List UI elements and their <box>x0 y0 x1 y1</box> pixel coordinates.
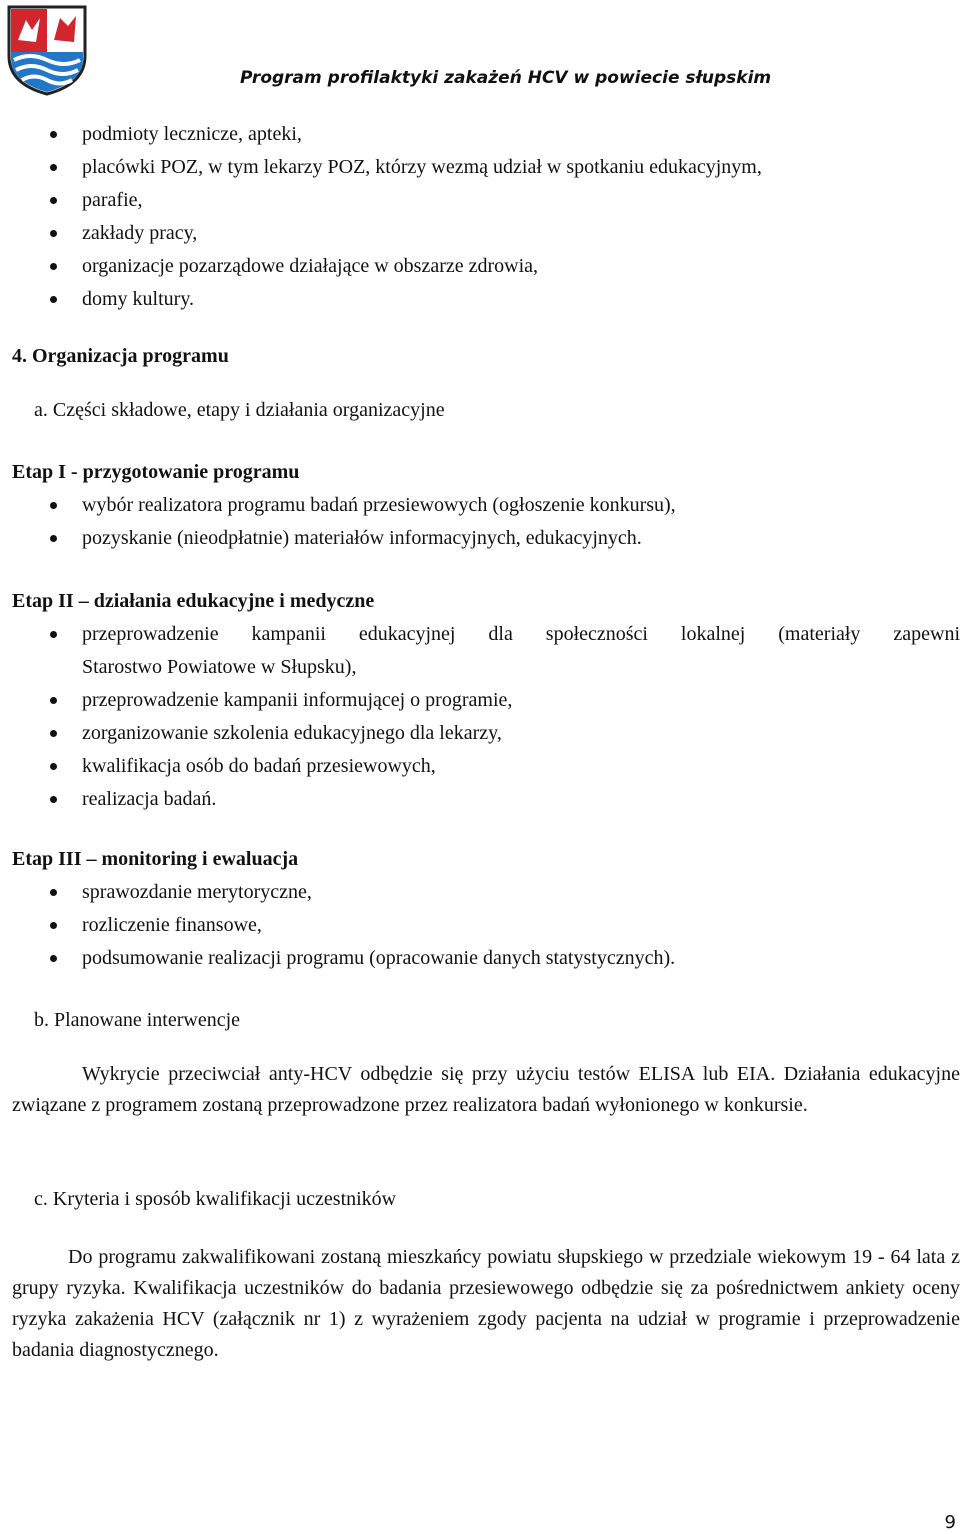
list-item: zakłady pracy, <box>12 217 960 250</box>
running-header-title: Program profilaktyki zakażeń HCV w powiecie słupskim <box>240 68 772 88</box>
list-item <box>12 618 960 684</box>
list-item: przeprowadzenie kampanii informującej o programie, <box>12 684 960 717</box>
bullet-list-etap2 <box>12 618 960 816</box>
bullet-list-etap1 <box>12 489 960 555</box>
subsection-heading-b: b. Planowane interwencje <box>34 1009 241 1031</box>
etap-heading: Etap I - przygotowanie programu <box>12 461 300 483</box>
subsection-heading-a: a. Części składowe, etapy i działania organizacyjne <box>34 399 445 421</box>
list-item: rozliczenie finansowe, <box>12 909 960 942</box>
list-item-line: przeprowadzenie kampanii edukacyjnej dla społeczności lokalnej (materiały zapewni <box>82 623 960 645</box>
subsection-heading-c: c. Kryteria i sposób kwalifikacji uczestników <box>34 1188 397 1210</box>
list-item: realizacja badań. <box>12 783 960 816</box>
list-item: kwalifikacja osób do badań przesiewowych, <box>12 750 960 783</box>
paragraph-qualification: Do programu zakwalifikowani zostaną mieszkańcy powiatu słupskiego w przedziale wiekowym 19 - 64 lata z grupy ryzyka. Kwalifikacja uczestników do badania przesiewowego odbędzie się za pośrednictwem ankiety oceny ryzyka zakażenia HCV (załącznik nr 1) z wyrażeniem zgody pacjenta na udział w programie i przeprowadzenie badania diagnostycznego. <box>12 1246 960 1361</box>
list-item: zorganizowanie szkolenia edukacyjnego dla lekarzy, <box>12 717 960 750</box>
list-item: organizacje pozarządowe działające w obszarze zdrowia, <box>12 250 960 283</box>
list-item: podsumowanie realizacji programu (opracowanie danych statystycznych). <box>12 942 960 975</box>
list-item-line: Starostwo Powiatowe w Słupsku), <box>82 656 357 678</box>
page-number: 9 <box>944 1512 956 1533</box>
bullet-list-etap3 <box>12 876 960 975</box>
coat-of-arms-icon <box>6 4 88 96</box>
list-item: placówki POZ, w tym lekarzy POZ, którzy wezmą udział w spotkaniu edukacyjnym, <box>12 151 960 184</box>
bullet-list-participants <box>12 118 960 316</box>
list-item: pozyskanie (nieodpłatnie) materiałów informacyjnych, edukacyjnych. <box>12 522 960 555</box>
paragraph-interventions: Wykrycie przeciwciał anty-HCV odbędzie się przy użyciu testów ELISA lub EIA. Działania edukacyjne związane z programem zostaną przeprowadzone przez realizatora badań wyłonionego w konkursie. <box>12 1063 960 1116</box>
list-item: sprawozdanie merytoryczne, <box>12 876 960 909</box>
etap-heading: Etap III – monitoring i ewaluacja <box>12 848 299 870</box>
list-item: podmioty lecznicze, apteki, <box>12 118 960 151</box>
list-item: domy kultury. <box>12 283 960 316</box>
list-item: parafie, <box>12 184 960 217</box>
section-heading: 4. Organizacja programu <box>12 345 229 367</box>
list-item: wybór realizatora programu badań przesiewowych (ogłoszenie konkursu), <box>12 489 960 522</box>
etap-heading: Etap II – działania edukacyjne i medyczne <box>12 590 375 612</box>
